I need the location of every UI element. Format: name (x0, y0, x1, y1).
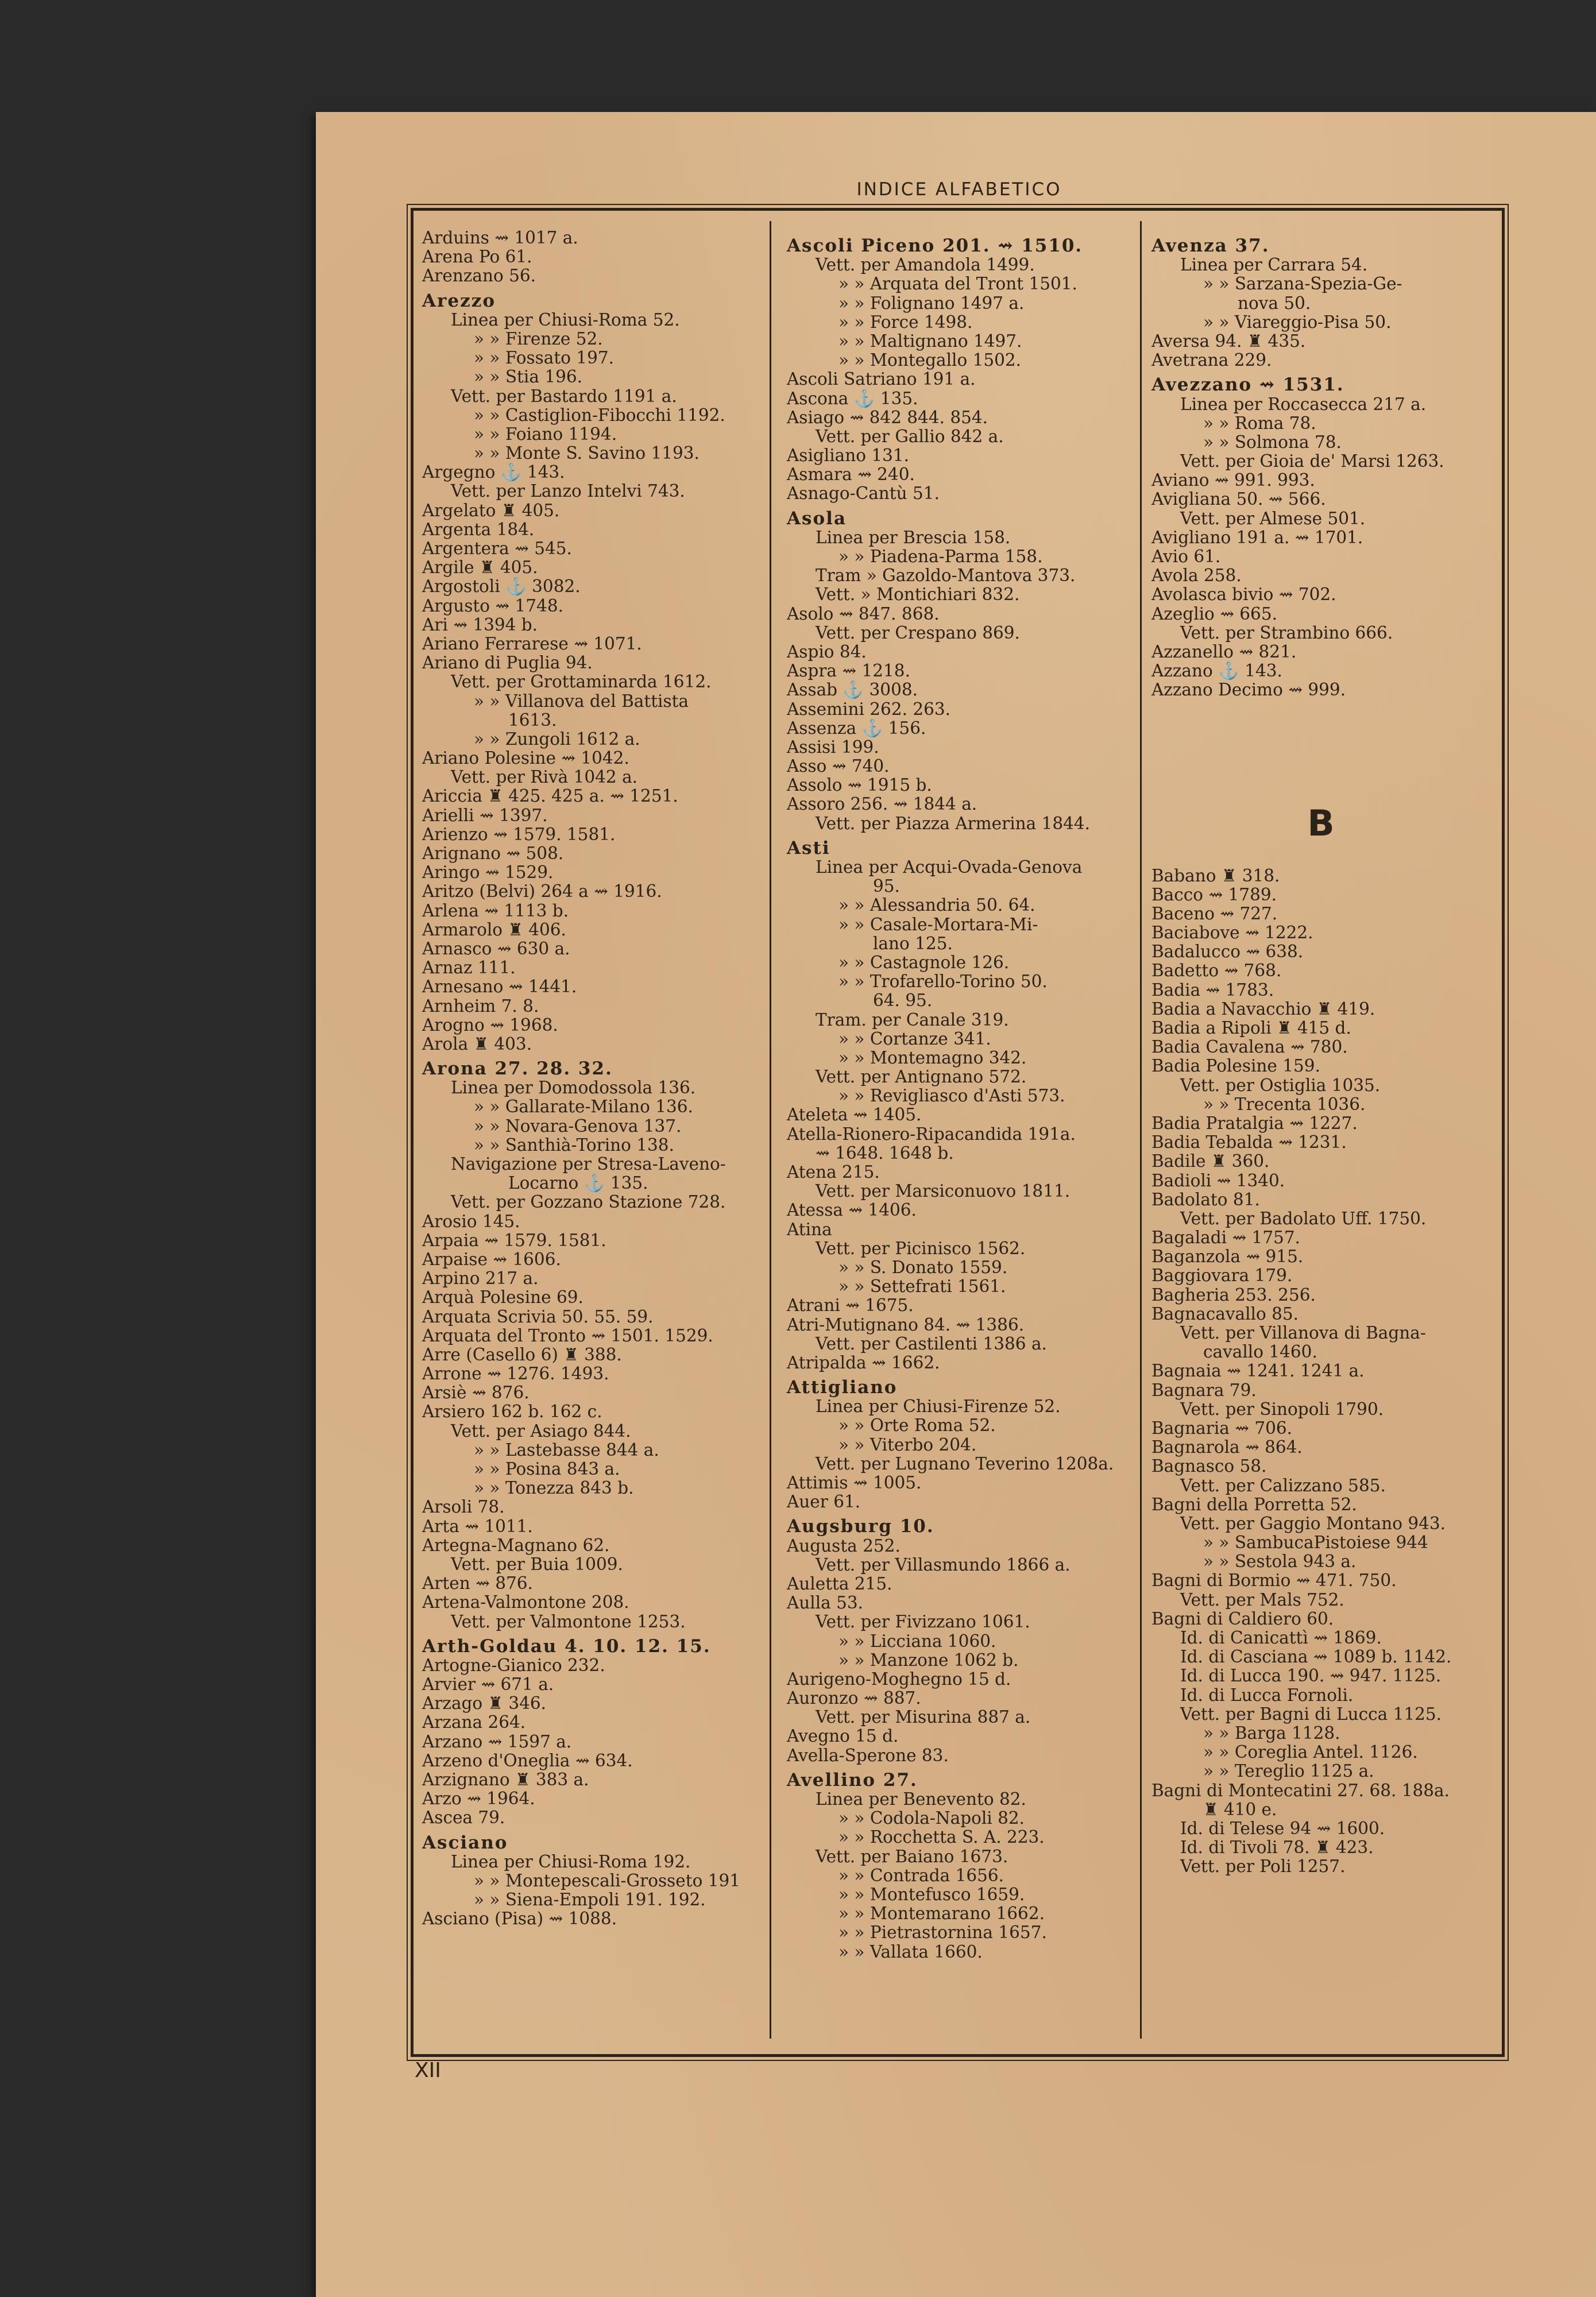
index-entry: » » Licciana 1060. (838, 1631, 996, 1651)
index-entry: Id. di Lucca Fornoli. (1180, 1685, 1354, 1705)
index-entry: Artogne-Gianico 232. (422, 1655, 605, 1675)
index-entry: Vett. per Amandola 1499. (816, 255, 1035, 275)
index-entry: Atri-Mutignano 84. ⇝ 1386. (787, 1314, 1025, 1335)
index-entry: » » Alessandria 50. 64. (838, 895, 1035, 915)
index-entry: Attimis ⇝ 1005. (787, 1473, 922, 1492)
index-entry: Arnesano ⇝ 1441. (422, 977, 577, 997)
index-entry: Linea per Roccasecca 217 a. (1180, 394, 1427, 414)
index-entry: Arsiero 162 b. 162 c. (422, 1402, 602, 1422)
index-entry: Badile ♜ 360. (1151, 1151, 1270, 1171)
index-entry: Vett. per Ostiglia 1035. (1180, 1075, 1381, 1095)
index-entry: ♜ 410 e. (1203, 1799, 1277, 1819)
index-entry: Assemini 262. 263. (787, 699, 951, 719)
index-entry: Avio 61. (1151, 547, 1221, 566)
index-entry: » » Revigliasco d'Asti 573. (838, 1086, 1065, 1106)
index-entry: » » Folignano 1497 a. (838, 293, 1025, 313)
index-entry: Arosio 145. (422, 1211, 520, 1231)
index-column-3-part-b (1151, 867, 1490, 1877)
index-entry: Auer 61. (787, 1492, 861, 1512)
page-number: XII (415, 2059, 441, 2082)
index-entry: » » Roma 78. (1203, 413, 1316, 433)
index-entry: Vett. per Piazza Armerina 1844. (816, 813, 1091, 833)
index-entry: Vett. per Villasmundo 1866 a. (816, 1554, 1071, 1575)
index-entry: » » Barga 1128. (1203, 1723, 1340, 1743)
index-entry: Arzignano ♜ 383 a. (422, 1770, 589, 1789)
index-heading: Augsburg 10. (787, 1516, 934, 1537)
index-entry: Argile ♜ 405. (422, 558, 538, 578)
column-rule-1 (770, 221, 771, 2039)
index-entry: Badia ⇝ 1783. (1151, 980, 1274, 1000)
index-entry: Arlena ⇝ 1113 b. (422, 900, 569, 921)
index-entry: Azzano Decimo ⇝ 999. (1151, 680, 1346, 700)
index-entry: Atena 215. (787, 1162, 880, 1182)
index-entry: Arzano ⇝ 1597 a. (422, 1731, 572, 1751)
index-entry: Assenza ⚓ 156. (787, 718, 926, 738)
index-entry: Vett. per Gioia de' Marsi 1263. (1180, 451, 1444, 471)
index-entry: » » Rocchetta S. A. 223. (838, 1827, 1045, 1847)
index-entry: Argelato ♜ 405. (422, 500, 560, 520)
index-entry: Assolo ⇝ 1915 b. (787, 775, 932, 795)
index-entry: lano 125. (873, 933, 953, 953)
index-entry: Atrani ⇝ 1675. (787, 1296, 914, 1316)
index-column-1 (422, 229, 761, 1929)
index-heading: Attigliano (787, 1377, 898, 1398)
index-entry: Asciano (Pisa) ⇝ 1088. (422, 1909, 617, 1929)
index-entry: Bagni di Caldiero 60. (1151, 1608, 1334, 1629)
index-entry: Linea per Chiusi-Roma 52. (451, 310, 680, 330)
index-entry: Armarolo ♜ 406. (422, 919, 566, 939)
index-entry: » » Piadena-Parma 158. (838, 547, 1043, 566)
index-entry: » » Firenze 52. (474, 328, 603, 349)
index-entry: Arduins ⇝ 1017 a. (422, 228, 578, 248)
index-entry: Ascea 79. (422, 1808, 505, 1828)
index-heading: Arona 27. 28. 32. (422, 1058, 613, 1080)
index-entry: Avetrana 229. (1151, 350, 1272, 370)
index-entry: » » Villanova del Battista (474, 691, 689, 711)
index-entry: Baggiovara 179. (1151, 1266, 1293, 1286)
index-entry: Baganzola ⇝ 915. (1151, 1247, 1304, 1267)
index-entry: » » Trecenta 1036. (1203, 1094, 1366, 1114)
index-entry: Tram. per Canale 319. (816, 1010, 1009, 1030)
index-entry: Atella-Rionero-Ripacandida 191a. (787, 1124, 1076, 1144)
index-entry: Vett. per Bastardo 1191 a. (451, 386, 677, 406)
index-entry: Arena Po 61. (422, 247, 532, 267)
index-entry: Id. di Canicattì ⇝ 1869. (1180, 1628, 1382, 1648)
index-entry: Ari ⇝ 1394 b. (422, 614, 538, 635)
index-entry: Arquata del Tronto ⇝ 1501. 1529. (422, 1325, 713, 1345)
index-entry: Badia Polesine 159. (1151, 1056, 1320, 1076)
index-entry: Vett. per Antignano 572. (816, 1067, 1027, 1087)
index-entry: Argenta 184. (422, 519, 535, 539)
spacer (1151, 700, 1490, 803)
index-entry: Arsoli 78. (422, 1497, 505, 1517)
index-heading: Avenza 37. (1151, 235, 1270, 256)
index-entry: Vett. per Picinisco 1562. (816, 1238, 1026, 1258)
index-entry: » » Vallata 1660. (838, 1942, 983, 1962)
index-entry: Baciabove ⇝ 1222. (1151, 923, 1313, 943)
index-entry: » » Cortanze 341. (838, 1028, 991, 1049)
index-entry: » » Tereglio 1125 a. (1203, 1761, 1374, 1781)
index-entry: Atina (787, 1219, 832, 1239)
index-entry: ⇝ 1648. 1648 b. (816, 1143, 954, 1163)
index-entry: Assab ⚓ 3008. (787, 680, 918, 700)
index-entry: Bagni della Porretta 52. (1151, 1494, 1357, 1514)
index-entry: Arquà Polesine 69. (422, 1287, 583, 1308)
index-entry: » » Stia 196. (474, 367, 582, 387)
index-entry: Vett. per Castilenti 1386 a. (816, 1333, 1047, 1354)
index-entry: Asso ⇝ 740. (787, 756, 890, 776)
index-entry: Vett. per Poli 1257. (1180, 1857, 1346, 1877)
index-entry: Artena-Valmontone 208. (422, 1592, 629, 1612)
index-entry: Navigazione per Stresa-Laveno- (451, 1154, 726, 1174)
index-entry: Arogno ⇝ 1968. (422, 1015, 558, 1035)
index-entry: Babano ♜ 318. (1151, 865, 1280, 885)
index-entry: Vett. per Strambino 666. (1180, 622, 1393, 643)
index-entry: Tram » Gazoldo-Mantova 373. (816, 566, 1076, 586)
index-entry: Azeglio ⇝ 665. (1151, 604, 1277, 624)
index-entry: Arta ⇝ 1011. (422, 1516, 533, 1536)
index-entry: Vett. per Badolato Uff. 1750. (1180, 1208, 1427, 1228)
index-entry: Badioli ⇝ 1340. (1151, 1170, 1285, 1190)
index-entry: Bacco ⇝ 1789. (1151, 884, 1277, 904)
index-entry: Id. di Lucca 190. ⇝ 947. 1125. (1180, 1666, 1442, 1686)
index-entry: cavallo 1460. (1203, 1342, 1317, 1362)
index-entry: » » Codola-Napoli 82. (838, 1808, 1025, 1828)
index-entry: Linea per Benevento 82. (816, 1789, 1026, 1809)
index-entry: Azzano ⚓ 143. (1151, 661, 1282, 681)
index-entry: » » Maltignano 1497. (838, 331, 1022, 351)
index-entry: Aritzo (Belvi) 264 a ⇝ 1916. (422, 881, 662, 902)
index-entry: Arnheim 7. 8. (422, 996, 539, 1016)
index-entry: » » SambucaPistoiese 944 (1203, 1533, 1428, 1553)
index-entry: Vett. per Lugnano Teverino 1208a. (816, 1453, 1114, 1474)
index-entry: Atessa ⇝ 1406. (787, 1200, 917, 1220)
index-entry: Bagni di Bormio ⇝ 471. 750. (1151, 1571, 1397, 1591)
index-column-3 (1151, 231, 1490, 1876)
index-entry: Vett. per Bagni di Lucca 1125. (1180, 1704, 1442, 1724)
index-entry: » » Fossato 197. (474, 348, 615, 368)
page-header: INDICE ALFABETICO (856, 179, 1062, 200)
index-entry: Arzo ⇝ 1964. (422, 1789, 535, 1809)
index-entry: Bagnaia ⇝ 1241. 1241 a. (1151, 1361, 1365, 1381)
index-entry: » » Viterbo 204. (838, 1434, 977, 1455)
index-entry: » » Tonezza 843 b. (474, 1478, 634, 1498)
index-entry: 95. (873, 876, 900, 896)
index-entry: » » Monte S. Savino 1193. (474, 443, 700, 463)
index-entry: » » Siena-Empoli 191. 192. (474, 1890, 706, 1910)
index-entry: nova 50. (1238, 293, 1311, 313)
index-entry: Badetto ⇝ 768. (1151, 961, 1282, 981)
index-entry: Badia Tebalda ⇝ 1231. (1151, 1132, 1347, 1153)
index-entry: Linea per Acqui-Ovada-Genova (816, 857, 1083, 877)
index-entry: Vett. per Villanova di Bagna- (1180, 1323, 1426, 1343)
index-entry: Id. di Casciana ⇝ 1089 b. 1142. (1180, 1647, 1452, 1667)
index-entry: Vett. per Baiano 1673. (816, 1846, 1008, 1866)
index-entry: Avegno 15 d. (787, 1726, 899, 1746)
index-entry: Bagnaria ⇝ 706. (1151, 1418, 1293, 1438)
index-entry: Id. di Tivoli 78. ♜ 423. (1180, 1838, 1374, 1858)
index-entry: » » Manzone 1062 b. (838, 1650, 1019, 1670)
index-entry: Linea per Chiusi-Roma 192. (451, 1851, 691, 1871)
index-entry: Arquata Scrivia 50. 55. 59. (422, 1306, 654, 1327)
index-entry: Asnago-Cantù 51. (787, 484, 940, 504)
index-entry: Arignano ⇝ 508. (422, 844, 564, 863)
index-entry: Argostoli ⚓ 3082. (422, 577, 581, 597)
index-entry: Vett. per Misurina 887 a. (816, 1707, 1031, 1727)
index-entry: Vett. per Asiago 844. (451, 1421, 631, 1441)
index-entry: Id. di Telese 94 ⇝ 1600. (1180, 1818, 1385, 1838)
index-column-3-part-a (1151, 237, 1490, 700)
index-entry: Arten ⇝ 876. (422, 1573, 533, 1594)
index-entry: Aringo ⇝ 1529. (422, 863, 554, 883)
index-entry: Bagheria 253. 256. (1151, 1285, 1316, 1305)
index-entry: Auronzo ⇝ 887. (787, 1688, 921, 1708)
index-entry: Avella-Sperone 83. (787, 1745, 949, 1765)
index-entry: » » Pietrastornina 1657. (838, 1923, 1047, 1943)
index-entry: Locarno ⚓ 135. (508, 1173, 648, 1193)
index-entry: » » Coreglia Antel. 1126. (1203, 1742, 1418, 1762)
index-entry: Argentera ⇝ 545. (422, 539, 572, 558)
index-entry: Vett. per Marsiconuovo 1811. (816, 1181, 1071, 1201)
index-entry: Badia Cavalena ⇝ 780. (1151, 1037, 1348, 1057)
index-entry: » » Castiglion-Fibocchi 1192. (474, 405, 725, 425)
index-entry: Vett. » Montichiari 832. (816, 585, 1020, 605)
index-heading: Ascoli Piceno 201. ⇝ 1510. (787, 235, 1083, 256)
index-entry: Assisi 199. (787, 737, 879, 757)
index-entry: » » Trofarello-Torino 50. (838, 972, 1048, 992)
index-entry: » » S. Donato 1559. (838, 1257, 1008, 1277)
index-entry: » » Montemarano 1662. (838, 1904, 1045, 1924)
index-entry: » » Orte Roma 52. (838, 1416, 996, 1436)
index-entry: Ariano di Puglia 94. (422, 653, 593, 673)
index-entry: Ascona ⚓ 135. (787, 388, 918, 408)
index-entry: Avigliana 50. ⇝ 566. (1151, 489, 1326, 509)
index-entry: Argegno ⚓ 143. (422, 462, 565, 482)
index-entry: Avigliano 191 a. ⇝ 1701. (1151, 527, 1363, 547)
index-entry: Aspio 84. (787, 641, 867, 662)
index-entry: Avolasca bivio ⇝ 702. (1151, 585, 1336, 605)
index-entry: Arienzo ⇝ 1579. 1581. (422, 824, 616, 844)
index-entry: Ateleta ⇝ 1405. (787, 1105, 922, 1125)
index-entry: Bagnara 79. (1151, 1380, 1257, 1400)
index-entry: Vett. per Rivà 1042 a. (451, 767, 638, 787)
index-entry: Ariano Polesine ⇝ 1042. (422, 748, 629, 768)
index-entry: Assoro 256. ⇝ 1844 a. (787, 794, 977, 814)
index-entry: Vett. per Grottaminarda 1612. (451, 672, 712, 692)
index-entry: » » Casale-Mortara-Mi- (838, 914, 1038, 934)
index-entry: Vett. per Buia 1009. (451, 1554, 623, 1574)
index-entry: Asiago ⇝ 842 844. 854. (787, 407, 988, 427)
index-entry: Badolato 81. (1151, 1189, 1260, 1209)
index-heading: Asciano (422, 1832, 508, 1853)
index-entry: » » Montegallo 1502. (838, 350, 1022, 370)
index-entry: Arielli ⇝ 1397. (422, 805, 548, 825)
index-entry: Bagnasco 58. (1151, 1456, 1267, 1476)
index-entry: Bagaladi ⇝ 1757. (1151, 1228, 1301, 1248)
index-entry: Baceno ⇝ 727. (1151, 903, 1278, 923)
index-entry: Arola ♜ 403. (422, 1034, 532, 1054)
index-entry: Vett. per Sinopoli 1790. (1180, 1399, 1384, 1419)
index-entry: Vett. per Gallio 842 a. (816, 426, 1004, 446)
index-entry: Linea per Brescia 158. (816, 527, 1011, 547)
index-entry: Ascoli Satriano 191 a. (787, 369, 976, 389)
index-entry: » » Montefusco 1659. (838, 1884, 1025, 1904)
index-entry: Vett. per Lanzo Intelvi 743. (451, 481, 685, 501)
index-entry: Aversa 94. ♜ 435. (1151, 331, 1306, 351)
index-entry: Vett. per Fivizzano 1061. (816, 1612, 1030, 1632)
index-entry: » » Settefrati 1561. (838, 1277, 1006, 1297)
spacer (1151, 844, 1490, 867)
index-heading: Asti (787, 837, 830, 859)
index-entry: Arzana 264. (422, 1712, 526, 1733)
index-entry: 1613. (508, 710, 557, 730)
index-entry: » » Force 1498. (838, 312, 973, 332)
index-entry: Ariano Ferrarese ⇝ 1071. (422, 633, 642, 653)
index-entry: Arrone ⇝ 1276. 1493. (422, 1364, 609, 1384)
index-entry: » » Santhià-Torino 138. (474, 1135, 674, 1155)
index-entry: » » Foiano 1194. (474, 424, 617, 444)
index-entry: » » Novara-Genova 137. (474, 1116, 682, 1136)
index-entry: Vett. per Crespano 869. (816, 622, 1020, 643)
index-entry: Vett. per Gaggio Montano 943. (1180, 1513, 1446, 1533)
index-entry: Vett. per Gozzano Stazione 728. (451, 1192, 726, 1212)
index-entry: Arnaz 111. (422, 958, 516, 978)
index-entry: Aulla 53. (787, 1593, 864, 1613)
section-letter: B (1307, 802, 1335, 844)
index-entry: » » Montepescali-Grosseto 191 (474, 1870, 741, 1890)
index-entry: » » Solmona 78. (1203, 432, 1342, 452)
index-entry: Aurigeno-Moghegno 15 d. (787, 1669, 1011, 1689)
index-entry: » » Montemagno 342. (838, 1047, 1027, 1068)
index-entry: » » Castagnole 126. (838, 952, 1010, 972)
index-heading: Avellino 27. (787, 1769, 918, 1791)
index-entry: Arnasco ⇝ 630 a. (422, 938, 570, 958)
index-column-2 (787, 231, 1131, 1962)
index-entry: Linea per Domodossola 136. (451, 1078, 696, 1098)
index-heading: Arezzo (422, 290, 496, 311)
index-entry: Avola 258. (1151, 566, 1242, 586)
index-entry: Bagni di Montecatini 27. 68. 188a. (1151, 1780, 1450, 1800)
index-entry: » » Lastebasse 844 a. (474, 1440, 659, 1460)
index-entry: Asigliano 131. (787, 446, 910, 466)
index-heading: Arth-Goldau 4. 10. 12. 15. (422, 1635, 711, 1657)
index-entry: Asolo ⇝ 847. 868. (787, 604, 940, 624)
index-entry: Arvier ⇝ 671 a. (422, 1675, 554, 1695)
index-entry: Arre (Casello 6) ♜ 388. (422, 1344, 622, 1364)
index-entry: Arpino 217 a. (422, 1269, 539, 1289)
index-entry: Arzago ♜ 346. (422, 1693, 547, 1714)
index-entry: Badia a Navacchio ♜ 419. (1151, 999, 1375, 1019)
index-entry: Linea per Carrara 54. (1180, 255, 1368, 275)
index-entry: » » Gallarate-Milano 136. (474, 1097, 693, 1117)
index-entry: 64. 95. (873, 991, 933, 1011)
index-entry: Vett. per Calizzano 585. (1180, 1475, 1386, 1495)
index-entry: » » Posina 843 a. (474, 1459, 620, 1479)
index-entry: Arzeno d'Oneglia ⇝ 634. (422, 1750, 633, 1770)
index-entry: Bagnarola ⇝ 864. (1151, 1437, 1303, 1457)
index-entry: Argusto ⇝ 1748. (422, 595, 563, 616)
index-entry: » » Sestola 943 a. (1203, 1552, 1357, 1572)
index-entry: » » Sarzana-Spezia-Ge- (1203, 274, 1402, 294)
index-entry: Arsiè ⇝ 876. (422, 1383, 530, 1403)
index-entry: Ariccia ♜ 425. 425 a. ⇝ 1251. (422, 786, 678, 806)
index-entry: Badia a Ripoli ♜ 415 d. (1151, 1018, 1351, 1038)
index-entry: Badalucco ⇝ 638. (1151, 942, 1304, 962)
index-entry: » » Zungoli 1612 a. (474, 729, 640, 749)
index-entry: Linea per Chiusi-Firenze 52. (816, 1397, 1061, 1417)
index-entry: Bagnacavallo 85. (1151, 1304, 1299, 1324)
column-rule-2 (1140, 221, 1142, 2039)
index-entry: Vett. per Mals 752. (1180, 1590, 1344, 1610)
index-entry: Aspra ⇝ 1218. (787, 661, 910, 681)
index-entry: Arpaise ⇝ 1606. (422, 1249, 561, 1269)
index-entry: Artegna-Magnano 62. (422, 1535, 610, 1555)
index-entry: Atripalda ⇝ 1662. (787, 1352, 940, 1372)
index-entry: Arenzano 56. (422, 266, 536, 286)
index-entry: » » Viareggio-Pisa 50. (1203, 312, 1392, 332)
index-heading: Avezzano ⇝ 1531. (1151, 374, 1344, 396)
index-entry: Auletta 215. (787, 1573, 892, 1594)
index-heading: Asola (787, 508, 847, 529)
index-entry: Azzanello ⇝ 821. (1151, 641, 1297, 662)
index-entry: » » Arquata del Tront 1501. (838, 274, 1077, 294)
index-entry: Augusta 252. (787, 1536, 901, 1556)
index-entry: Arpaia ⇝ 1579. 1581. (422, 1230, 606, 1250)
index-entry: Aviano ⇝ 991. 993. (1151, 470, 1315, 490)
index-entry: » » Contrada 1656. (838, 1865, 1004, 1885)
index-entry: Vett. per Almese 501. (1180, 508, 1366, 528)
index-entry: Vett. per Valmontone 1253. (451, 1611, 686, 1631)
index-entry: Badia Pratalgia ⇝ 1227. (1151, 1113, 1358, 1133)
index-entry: Asmara ⇝ 240. (787, 465, 915, 485)
